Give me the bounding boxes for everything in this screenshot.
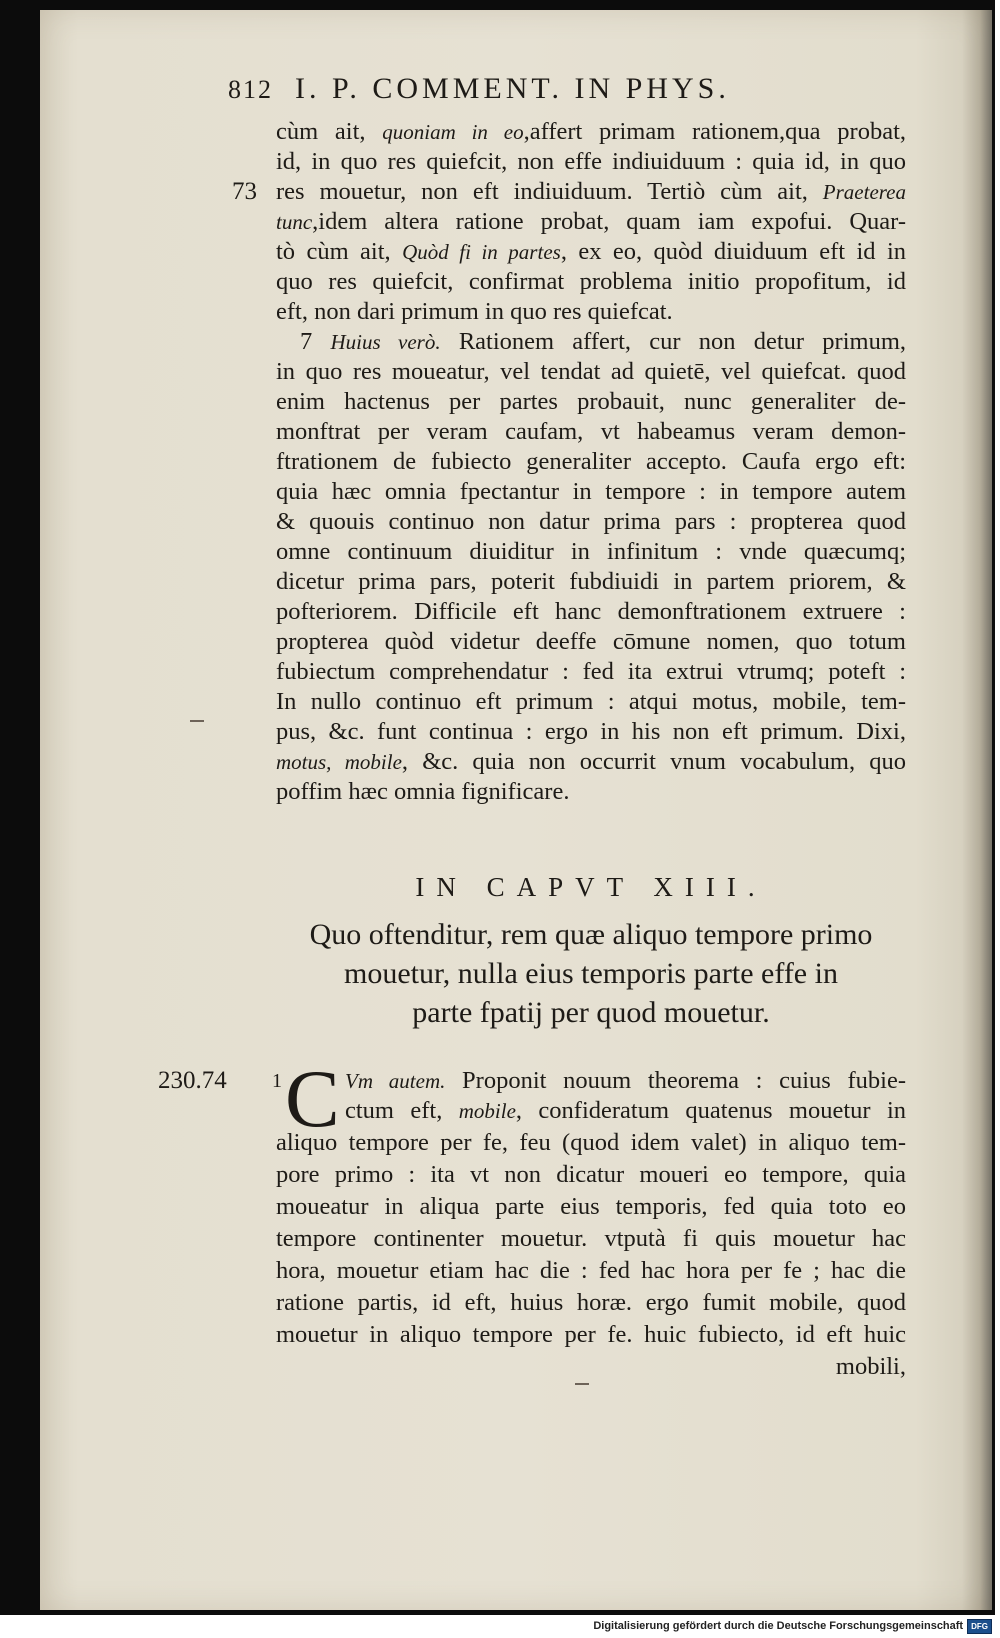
text-line: enim hactenus per partes probauit, nunc generaliter de- xyxy=(276,388,906,415)
text-line: moueatur in aliqua parte eius temporis, fed quia toto eo xyxy=(276,1193,906,1220)
margin-number: 230.74 xyxy=(158,1067,227,1094)
text-line: cùm ait, quoniam in eo,affert primam rationem,qua probat, xyxy=(276,118,906,145)
text-line: aliquo tempore per fe, feu (quod idem valet) in aliquo tem- xyxy=(276,1129,906,1156)
text-line: ftrationem de fubiecto generaliter accepto. Caufa ergo eft: xyxy=(276,448,906,475)
text-line: In nullo continuo eft primum : atqui motus, mobile, tem- xyxy=(276,688,906,715)
text-line: ctum eft, mobile, confideratum quatenus mouetur in xyxy=(345,1097,906,1124)
text-line: ratione partis, id eft, huius horæ. ergo fumit mobile, quod xyxy=(276,1289,906,1316)
catchword: mobili, xyxy=(835,1353,906,1380)
text-line: pore primo : ita vt non dicatur moueri eo tempore, quia xyxy=(276,1161,906,1188)
margin-dash xyxy=(190,720,204,722)
text-line: hora, mouetur etiam hac die : fed hac hora per fe ; hac die xyxy=(276,1257,906,1284)
text-line: pofteriorem. Difficile eft hanc demonftrationem extruere : xyxy=(276,598,906,625)
text-line: quia hæc omnia fpectantur in tempore : in tempore autem xyxy=(276,478,906,505)
text-line: motus, mobile, &c. quia non occurrit vnum vocabulum, quo xyxy=(276,748,906,775)
text-line: omne continuum diuiditur in infinitum : vnde quæcumq; xyxy=(276,538,906,565)
section-number: 1 xyxy=(272,1070,282,1092)
drop-capital: C xyxy=(285,1053,340,1144)
digitization-footer xyxy=(593,1618,992,1634)
chapter-subtitle-line: mouetur, nulla eius temporis parte effe in xyxy=(344,957,838,990)
text-line: dicetur prima pars, poterit fubdiuidi in partem priorem, & xyxy=(276,568,906,595)
text-line: 7 Huius verò. Rationem affert, cur non detur primum, xyxy=(300,328,906,355)
text-line: poffim hæc omnia fignificare. xyxy=(276,778,570,805)
text-line: in quo res moueatur, vel tendat ad quietē, vel quiefcat. quod xyxy=(276,358,906,385)
margin-number: 73 xyxy=(232,178,257,205)
text-line: id, in quo res quiefcit, non effe indiuiduum : quia id, in quo xyxy=(276,148,906,175)
text-line: pus, &c. funt continua : ergo in his non eft primum. Dixi, xyxy=(276,718,906,745)
text-line: Vm autem. Proponit nouum theorema : cuius fubie- xyxy=(345,1067,906,1094)
text-line: & quouis continuo non datur prima pars : propterea quod xyxy=(276,508,906,535)
text-line: tò cùm ait, Quòd fi in partes, ex eo, quòd diuiduum eft id in xyxy=(276,238,906,265)
chapter-subtitle-line: parte fpatij per quod mouetur. xyxy=(412,996,770,1029)
footer-text: Digitalisierung gefördert durch die Deutsche Forschungsgemeinschaft xyxy=(593,1620,964,1632)
chapter-title: IN CAPVT XIII. xyxy=(415,872,767,902)
text-line: propterea quòd videtur deeffe cōmune nomen, quo totum xyxy=(276,628,906,655)
text-line: eft, non dari primum in quo res quiefcat. xyxy=(276,298,673,325)
stain-mark xyxy=(575,1383,589,1385)
text-line: res mouetur, non eft indiuiduum. Tertiò cùm ait, Praeterea xyxy=(276,178,906,205)
page-number: 812 xyxy=(228,75,273,104)
text-line: fubiectum comprehendatur : fed ita extrui vtrumq; poteft : xyxy=(276,658,906,685)
text-line: monftrat per veram caufam, vt habeamus veram demon- xyxy=(276,418,906,445)
text-line: quo res quiefcit, confirmat problema initio propofitum, id xyxy=(276,268,906,295)
text-line: tunc,idem altera ratione probat, quam iam expofui. Quar- xyxy=(276,208,906,235)
running-title: I. P. COMMENT. IN PHYS. xyxy=(295,72,730,105)
dfg-logo: DFG xyxy=(967,1619,992,1634)
text-line: mouetur in aliquo tempore per fe. huic fubiecto, id eft huic xyxy=(276,1321,906,1348)
running-head xyxy=(228,72,888,112)
text-line: tempore continenter mouetur. vtputà fi quis mouetur hac xyxy=(276,1225,906,1252)
chapter-subtitle-line: Quo oftenditur, rem quæ aliquo tempore primo xyxy=(309,918,873,951)
